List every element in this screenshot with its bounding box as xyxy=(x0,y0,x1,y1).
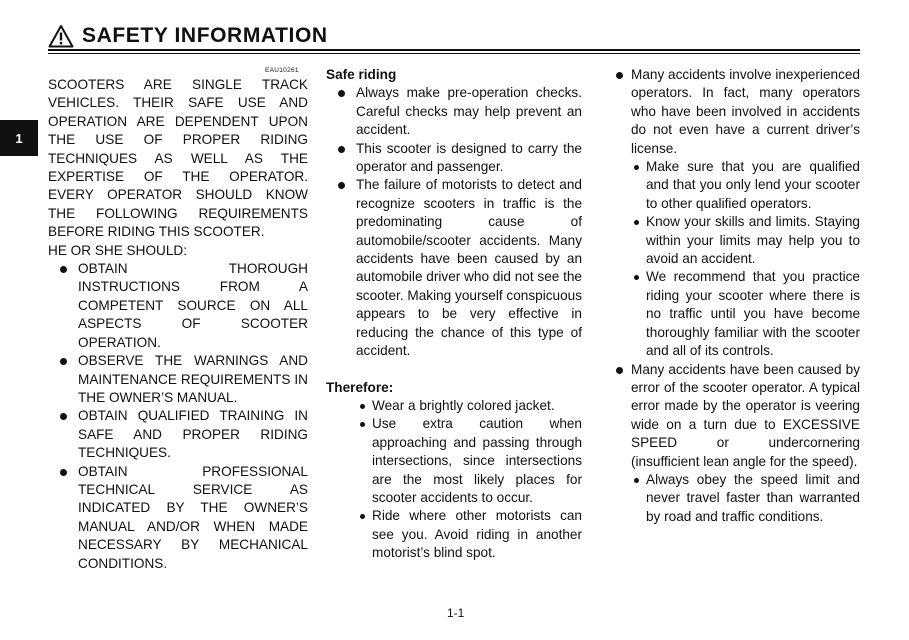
list-item: Wear a brightly colored jacket. xyxy=(326,397,582,415)
bullet-icon xyxy=(60,469,67,476)
column-3 xyxy=(614,66,860,526)
bullet-icon xyxy=(360,514,365,519)
bullet-icon xyxy=(338,90,345,97)
intro-paragraph: SCOOTERS ARE SINGLE TRACK VEHICLES. THEIR SAFE USE AND OPERATION ARE DEPENDENT UPON THE USE OF PROPER RIDING TECHNIQUES AS WELL AS THE EXPERTISE OF THE OPERATOR. EVERY OPERATOR SHOULD KNOW THE FOLLOWING REQUIREMENTS BEFORE RIDING THIS SCOOTER. xyxy=(48,77,308,240)
page-number: 1-1 xyxy=(447,606,465,620)
list-item: We recommend that you practice riding your scooter where there is no traffic until you have become thoroughly familiar with the scooter and all of its controls. xyxy=(614,268,860,360)
page-header xyxy=(48,22,860,50)
bullet-icon xyxy=(360,422,365,427)
page-title: SAFETY INFORMATION xyxy=(82,24,328,47)
bullet-icon xyxy=(60,266,67,273)
doc-code: EAU10261 xyxy=(265,67,299,74)
list-item: Many accidents involve inexperienced operators. In fact, many operators who have been involved in accidents do not even have a current driver’s license. xyxy=(614,66,860,158)
list-item: Always obey the speed limit and never travel faster than warranted by road and traffic conditions. xyxy=(614,471,860,526)
warning-triangle-icon xyxy=(48,24,74,48)
bullet-icon xyxy=(616,72,623,79)
bullet-icon xyxy=(360,404,365,409)
list-item: This scooter is designed to carry the operator and passenger. xyxy=(326,140,582,177)
bullet-icon xyxy=(634,478,639,483)
list-item: Always make pre-operation checks. Careful checks may help prevent an accident. xyxy=(326,84,582,139)
list-item: OBTAIN PROFESSIONAL TECHNICAL SERVICE AS INDICATED BY THE OWNER’S MANUAL AND/OR WHEN MADE NECESSARY BY MECHANICAL CONDITIONS. xyxy=(48,463,308,573)
list-item: OBTAIN QUALIFIED TRAINING IN SAFE AND PROPER RIDING TECHNIQUES. xyxy=(48,407,308,462)
chapter-tab: 1 xyxy=(0,120,38,156)
bullet-icon xyxy=(60,358,67,365)
list-item: The failure of motorists to detect and recognize scooters in traffic is the predominating cause of automobile/scooter accidents. Many accidents have been caused by an automobile driver who did not see the scooter. Making yourself conspicuous appears to be very effective in reducing the chance of this type of accident. xyxy=(326,176,582,360)
bullet-icon xyxy=(634,165,639,170)
section-subheading: Therefore: xyxy=(326,379,394,395)
column-2 xyxy=(326,66,582,563)
list-item: Know your skills and limits. Staying within your limits may help you to avoid an accident. xyxy=(614,213,860,268)
list-item: OBTAIN THOROUGH INSTRUCTIONS FROM A COMPETENT SOURCE ON ALL ASPECTS OF SCOOTER OPERATION. xyxy=(48,260,308,352)
bullet-icon xyxy=(338,146,345,153)
list-item: OBSERVE THE WARNINGS AND MAINTENANCE REQUIREMENTS IN THE OWNER’S MANUAL. xyxy=(48,352,308,407)
bullet-icon xyxy=(616,367,623,374)
list-item: Use extra caution when approaching and passing through intersections, since intersections are the most likely places for scooter accidents to occur. xyxy=(326,415,582,507)
column-1 xyxy=(48,76,308,573)
bullet-icon xyxy=(60,413,67,420)
bullet-icon xyxy=(338,182,345,189)
bullet-icon xyxy=(634,275,639,280)
title-rule xyxy=(48,49,860,51)
list-item: Many accidents have been caused by error of the scooter operator. A typical error made by the operator is veering wide on a turn due to EXCESSIVE SPEED or undercornering (insufficient lean angle for the speed). xyxy=(614,361,860,471)
title-rule-thin xyxy=(48,53,860,54)
section-heading: Safe riding xyxy=(326,67,397,82)
lead-text: HE OR SHE SHOULD: xyxy=(48,242,187,258)
list-item: Ride where other motorists can see you. Avoid riding in another motorist’s blind spot. xyxy=(326,507,582,562)
list-item: Make sure that you are qualified and that you only lend your scooter to other qualified operators. xyxy=(614,158,860,213)
bullet-icon xyxy=(634,220,639,225)
